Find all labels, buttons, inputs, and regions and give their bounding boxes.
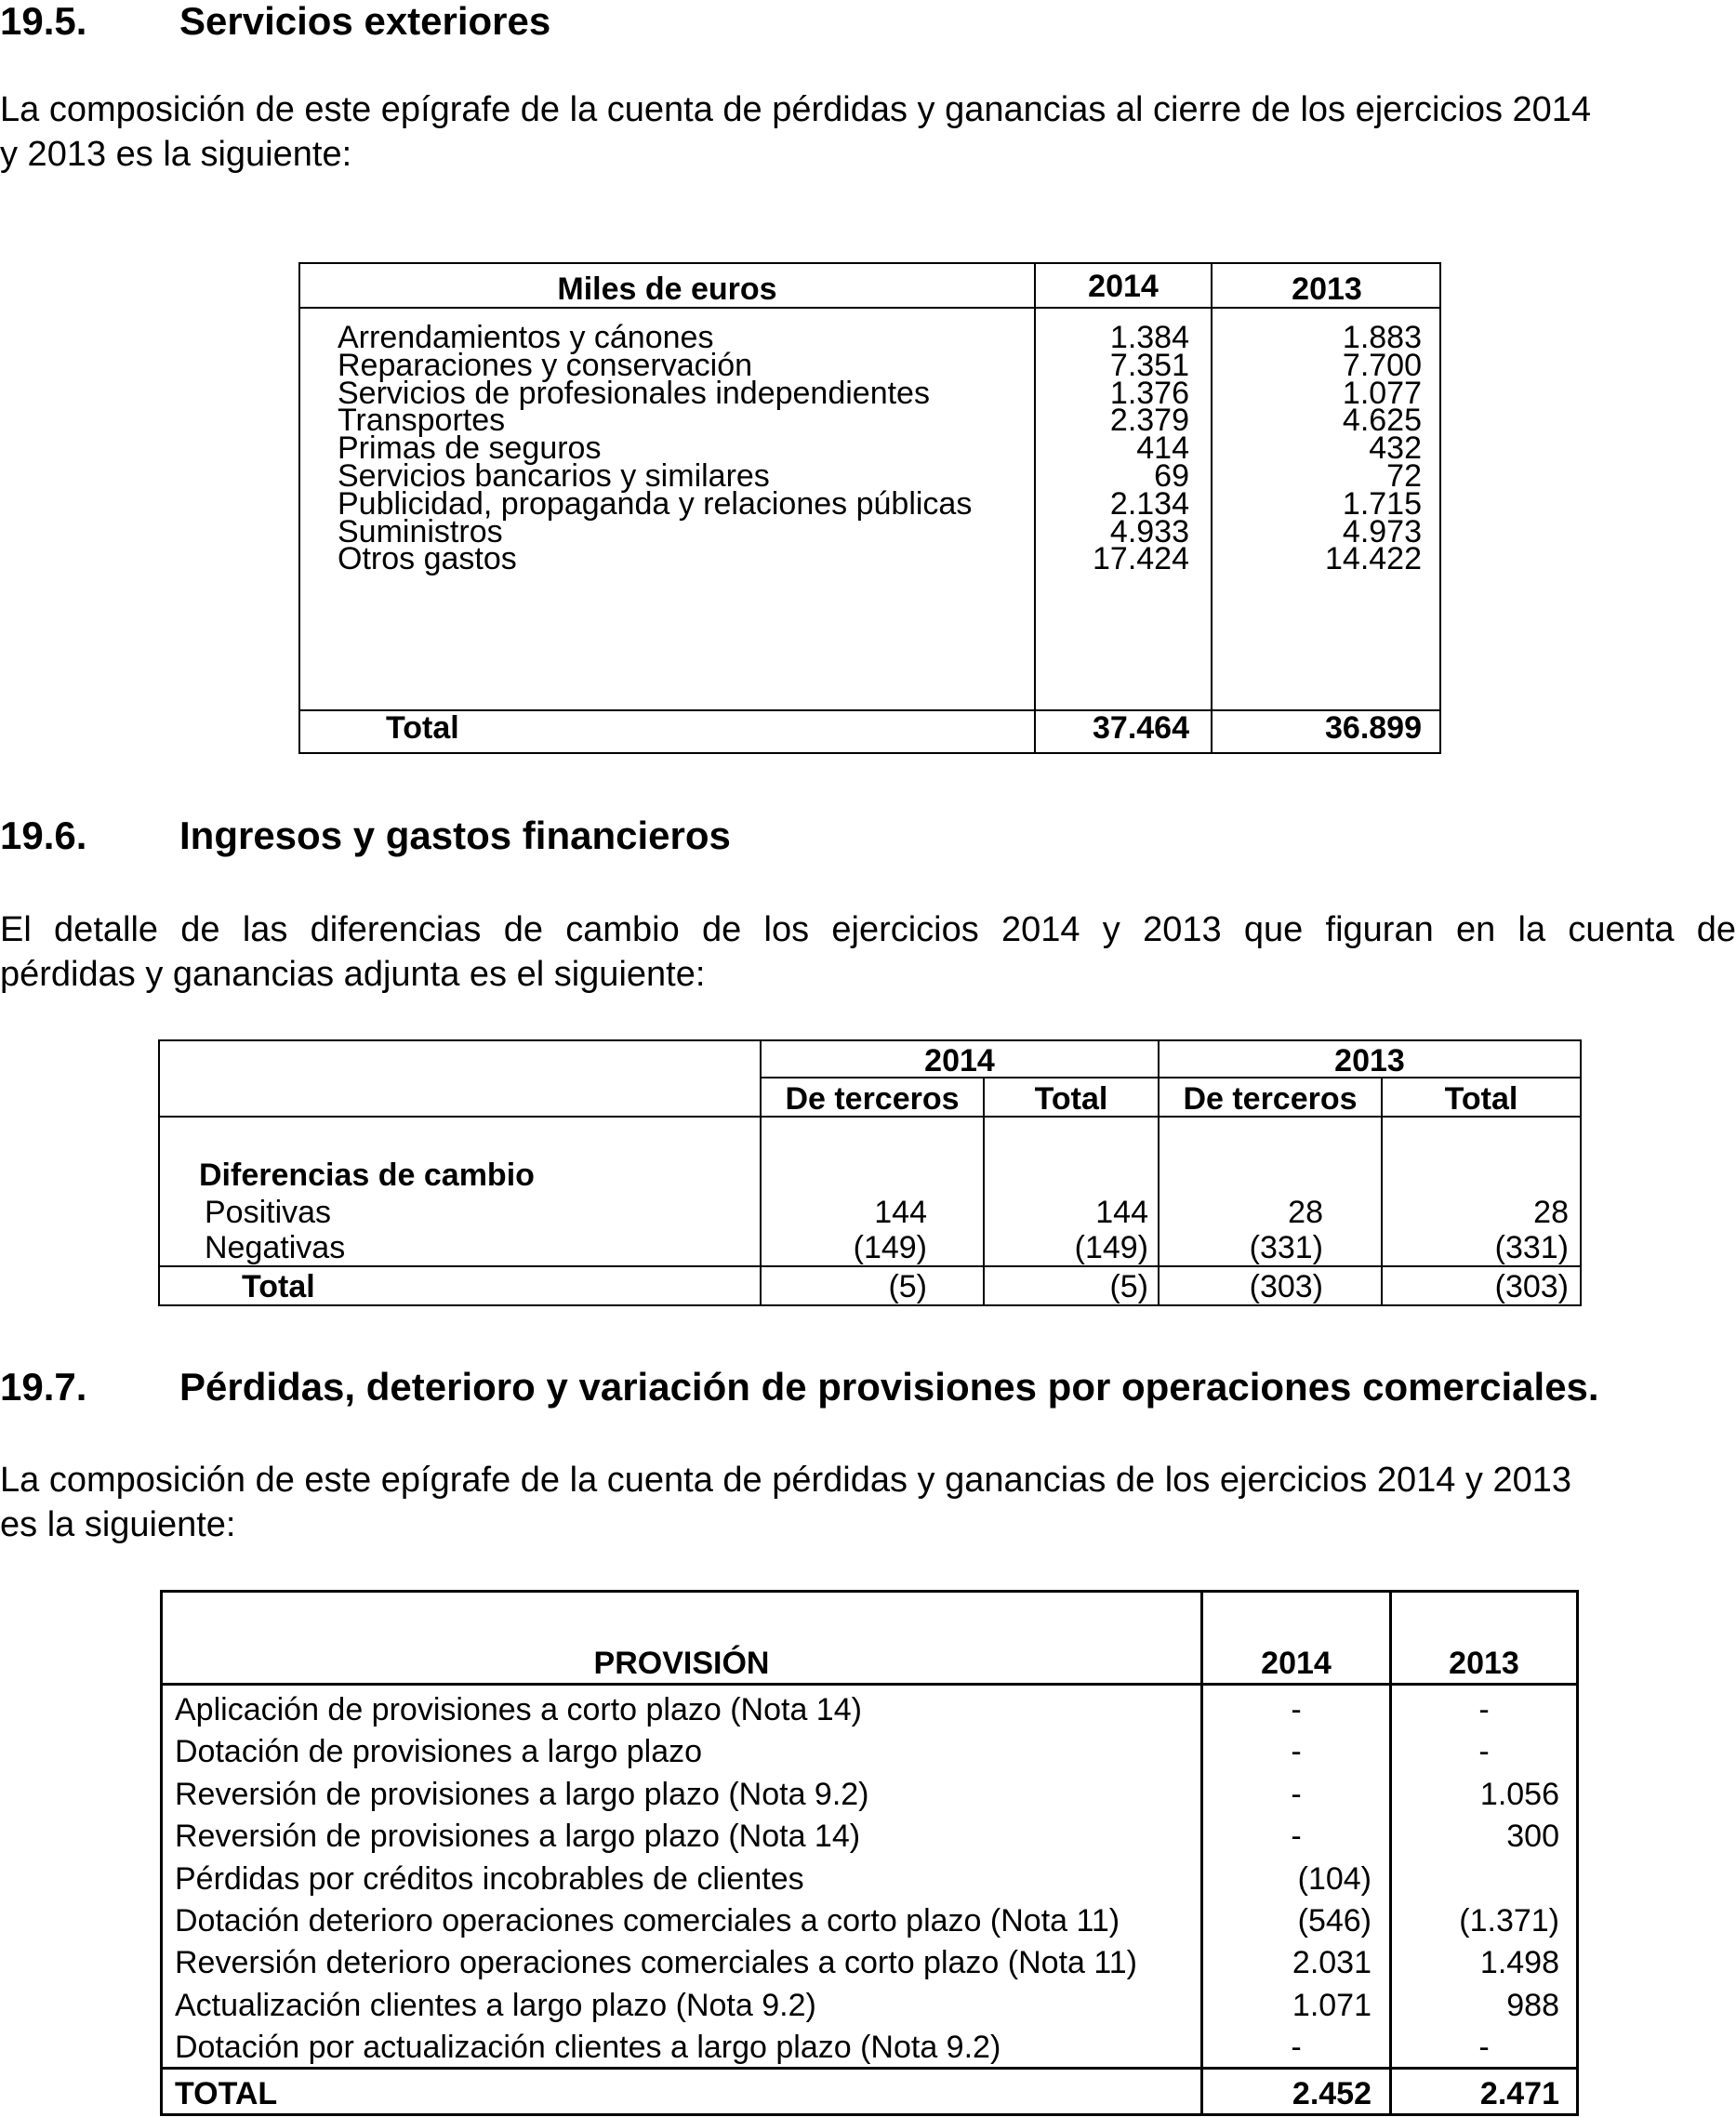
servicios-exteriores-table: [298, 262, 1441, 754]
total-2013: 2.471: [1479, 2076, 1559, 2111]
section-number: 19.6.: [0, 814, 87, 857]
section-heading-19-7: [0, 1365, 1599, 1409]
column-header: 2014: [1088, 269, 1159, 304]
row-label: Reversión de provisiones a largo plazo (Nota 14): [175, 1819, 861, 1855]
total-label: TOTAL: [175, 2076, 278, 2111]
cell-2014: 2.134: [1109, 485, 1189, 522]
cell-2014: -: [1291, 1776, 1302, 1812]
row-label: Dotación deterioro operaciones comerciales a corto plazo (Nota 11): [175, 1903, 1120, 1938]
paragraph-line: La composición de este epígrafe de la cuenta de pérdidas y ganancias al cierre de los ejercicios 2014: [0, 90, 1592, 129]
provisiones-table: [160, 1590, 1579, 2116]
row-label: Otros gastos: [338, 541, 517, 577]
cell-2013: 4.625: [1342, 403, 1422, 439]
cell-2013: -: [1478, 1692, 1490, 1727]
section-title: Servicios exteriores: [179, 0, 551, 43]
cell-2013: 14.422: [1325, 541, 1422, 577]
cell-2013: 1.056: [1479, 1776, 1559, 1812]
paragraph-line: El detalle de las diferencias de cambio de los ejercicios 2014 y 2013 que figuran en la cuenta de: [0, 910, 1736, 949]
cell-2013: -: [1478, 1734, 1490, 1770]
table-cell: 144: [874, 1195, 927, 1230]
table-cell: 28: [1288, 1195, 1323, 1230]
row-label: Reparaciones y conservación: [338, 347, 753, 383]
year-header-2014: 2014: [924, 1043, 995, 1078]
cell-2014: 2.031: [1292, 1945, 1372, 1981]
section-title: Ingresos y gastos financieros: [179, 814, 731, 857]
row-label: Dotación por actualización clientes a largo plazo (Nota 9.2): [175, 2030, 1001, 2066]
section-heading-19-6: [0, 816, 731, 855]
paragraph-line: y 2013 es la siguiente:: [0, 135, 352, 174]
cell-2013: 4.973: [1342, 513, 1422, 549]
cell-2013: -: [1478, 2030, 1490, 2066]
section-paragraph: [0, 87, 1736, 177]
cell-2014: 4.933: [1109, 513, 1189, 549]
column-header: 2014: [1261, 1646, 1332, 1681]
row-label: Negativas: [205, 1230, 346, 1265]
total-cell: (303): [1249, 1269, 1323, 1304]
year-header-2013: 2013: [1334, 1043, 1405, 1078]
cell-2014: -: [1291, 1819, 1302, 1855]
row-label: Dotación de provisiones a largo plazo: [175, 1734, 703, 1770]
diferencias-cambio-table: [158, 1039, 1582, 1306]
column-header: De terceros: [1183, 1081, 1358, 1117]
table-cell: 144: [1095, 1195, 1148, 1230]
total-label: Total: [242, 1269, 315, 1304]
total-label: Total: [386, 710, 459, 746]
cell-2014: 414: [1136, 430, 1189, 467]
total-2014: 2.452: [1292, 2076, 1372, 2111]
row-label: Publicidad, propaganda y relaciones públicas: [338, 485, 973, 522]
total-2014: 37.464: [1093, 710, 1189, 746]
table-cell: (149): [1074, 1230, 1148, 1265]
cell-2014: (104): [1297, 1860, 1372, 1897]
row-label: Servicios de profesionales independientes: [338, 375, 930, 411]
row-label: Reversión de provisiones a largo plazo (Nota 9.2): [175, 1776, 869, 1812]
cell-2014: 7.351: [1109, 347, 1189, 383]
table-cell: 28: [1533, 1195, 1569, 1230]
cell-2013: 1.883: [1342, 320, 1422, 355]
section-number: 19.7.: [0, 1365, 87, 1409]
total-cell: (5): [888, 1269, 927, 1304]
column-header: De terceros: [785, 1081, 960, 1117]
row-label: Reversión deterioro operaciones comerciales a corto plazo (Nota 11): [175, 1945, 1137, 1981]
row-label: Arrendamientos y cánones: [338, 320, 714, 355]
table-cell: (149): [853, 1230, 927, 1265]
cell-2014: 69: [1154, 458, 1189, 494]
total-cell: (5): [1109, 1269, 1148, 1304]
group-label: Diferencias de cambio: [199, 1158, 535, 1193]
cell-2013: 300: [1506, 1819, 1559, 1855]
cell-2013: 1.498: [1479, 1945, 1559, 1981]
row-label: Transportes: [338, 403, 506, 439]
row-label: Servicios bancarios y similares: [338, 458, 770, 494]
section-heading-19-5: [0, 2, 550, 41]
cell-2014: 1.384: [1109, 320, 1189, 355]
section-paragraph: [0, 1458, 1736, 1547]
cell-2014: 17.424: [1093, 541, 1189, 577]
cell-2013: 988: [1506, 1987, 1559, 2023]
row-label: Positivas: [205, 1195, 332, 1230]
row-label: Pérdidas por créditos incobrables de clientes: [175, 1860, 804, 1897]
column-header: Miles de euros: [557, 271, 777, 307]
cell-2014: -: [1291, 2030, 1302, 2066]
cell-2013: 7.700: [1342, 347, 1422, 383]
paragraph-line: pérdidas y ganancias adjunta es el siguiente:: [0, 955, 706, 994]
column-header: Total: [1034, 1081, 1108, 1117]
section-paragraph: [0, 907, 1736, 952]
column-header: 2013: [1449, 1646, 1519, 1681]
total-cell: (303): [1494, 1269, 1569, 1304]
total-2013: 36.899: [1325, 710, 1422, 746]
section-paragraph-cont: [0, 952, 1736, 997]
cell-2013: 1.077: [1342, 375, 1422, 411]
cell-2014: -: [1291, 1692, 1302, 1727]
row-label: Actualización clientes a largo plazo (Nota 9.2): [175, 1987, 816, 2023]
section-title: Pérdidas, deterioro y variación de provisiones por operaciones comerciales.: [179, 1365, 1599, 1409]
column-header: Total: [1444, 1081, 1518, 1117]
cell-2013: 72: [1386, 458, 1422, 494]
cell-2013: (1.371): [1459, 1903, 1559, 1938]
cell-2014: 1.071: [1292, 1987, 1372, 2023]
table-cell: (331): [1249, 1230, 1323, 1265]
row-label: Aplicación de provisiones a corto plazo (Nota 14): [175, 1692, 862, 1727]
cell-2013: 1.715: [1342, 485, 1422, 522]
row-label: Suministros: [338, 513, 503, 549]
column-header: PROVISIÓN: [593, 1646, 770, 1681]
cell-2014: 1.376: [1109, 375, 1189, 411]
cell-2013: 432: [1369, 430, 1422, 467]
column-header: 2013: [1292, 271, 1362, 307]
table-cell: (331): [1494, 1230, 1569, 1265]
paragraph-line: es la siguiente:: [0, 1505, 236, 1544]
section-number: 19.5.: [0, 0, 87, 43]
cell-2014: 2.379: [1109, 403, 1189, 439]
paragraph-line: La composición de este epígrafe de la cuenta de pérdidas y ganancias de los ejercicios 2014 y 2013: [0, 1461, 1571, 1500]
row-label: Primas de seguros: [338, 430, 602, 467]
cell-2014: -: [1291, 1734, 1302, 1770]
cell-2014: (546): [1297, 1903, 1372, 1938]
